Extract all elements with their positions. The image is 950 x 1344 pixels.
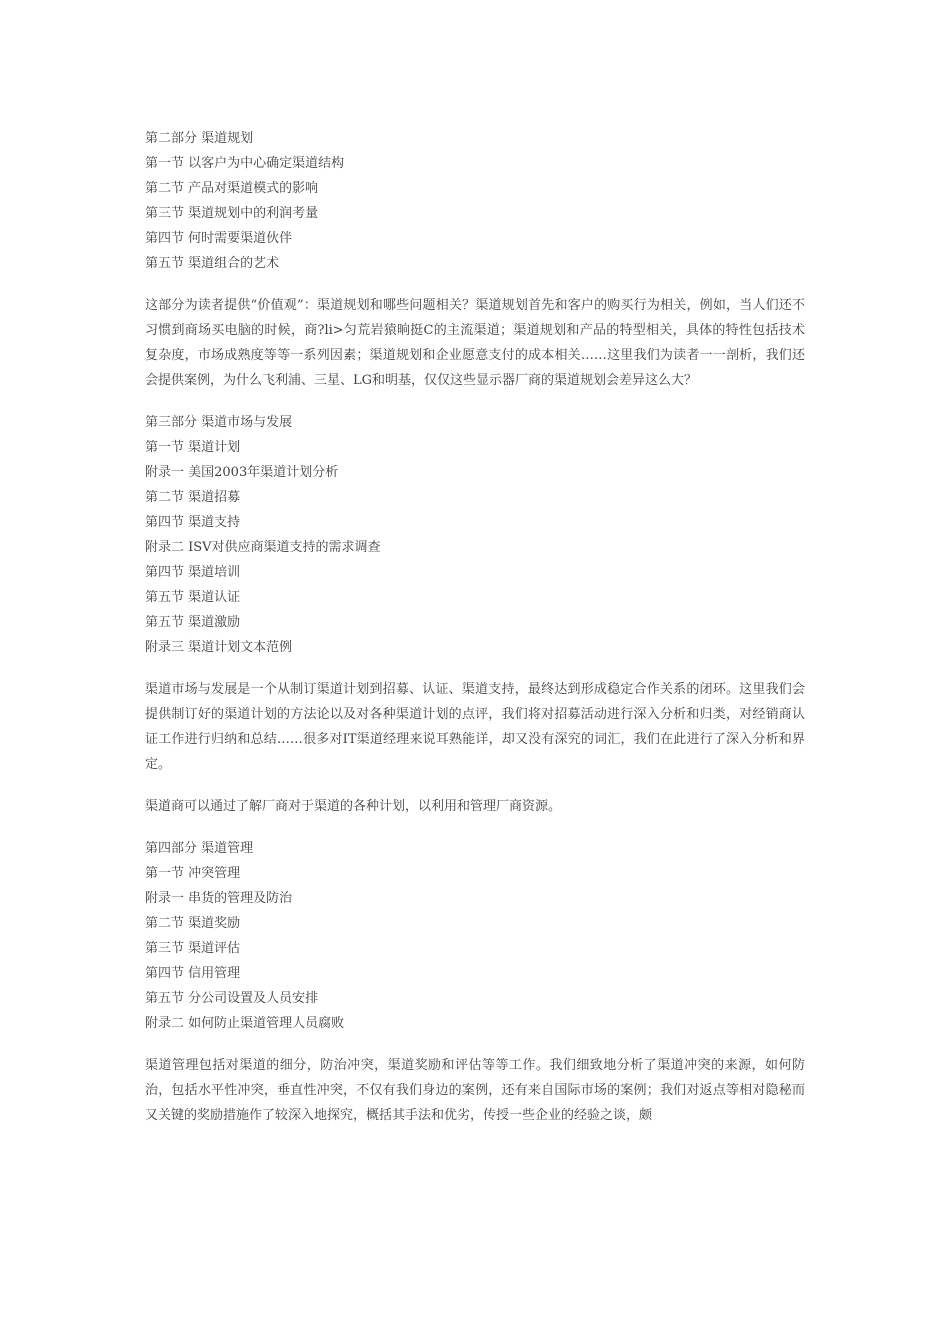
part4-title: 第四部分 渠道管理	[145, 841, 254, 856]
document-content	[145, 126, 805, 1128]
part4-item-3: 第二节 渠道奖励	[145, 916, 241, 931]
part2-item-4: 第四节 何时需要渠道伙伴	[145, 231, 293, 246]
part3-item-4: 第四节 渠道支持	[145, 515, 241, 530]
part4-item-1: 第一节 冲突管理	[145, 866, 241, 881]
part2-item-3: 第三节 渠道规划中的利润考量	[145, 206, 319, 221]
part3-title: 第三部分 渠道市场与发展	[145, 415, 293, 430]
part2-item-5: 第五节 渠道组合的艺术	[145, 256, 280, 271]
part3-paragraph-1: 渠道市场与发展是一个从制订渠道计划到招募、认证、渠道支持，最终达到形成稳定合作关系的闭环。这里我们会提供制订好的渠道计划的方法论以及对各种渠道计划的点评，我们将对招募活动进行深入分析和归类，对经销商认证工作进行归纳和总结……很多对IT渠道经理来说耳熟能详，却又没有深究的词汇，我们在此进行了深入分析和界定。	[145, 682, 805, 772]
part3-item-7: 第五节 渠道认证	[145, 590, 241, 605]
part3-item-2: 附录一 美国2003年渠道计划分析	[145, 465, 339, 480]
part4-item-6: 第五节 分公司设置及人员安排	[145, 991, 319, 1006]
part3-item-8: 第五节 渠道激励	[145, 615, 241, 630]
part2-title: 第二部分 渠道规划	[145, 131, 254, 146]
part3-paragraph-2: 渠道商可以通过了解厂商对于渠道的各种计划，以利用和管理厂商资源。	[145, 799, 562, 814]
part3-item-1: 第一节 渠道计划	[145, 440, 241, 455]
part3-item-3: 第二节 渠道招募	[145, 490, 241, 505]
part4-item-5: 第四节 信用管理	[145, 966, 241, 981]
part4-item-7: 附录二 如何防止渠道管理人员腐败	[145, 1016, 345, 1031]
part3-item-9: 附录三 渠道计划文本范例	[145, 640, 293, 655]
part3-item-5: 附录二 ISV对供应商渠道支持的需求调查	[145, 540, 381, 555]
part2-paragraph: 这部分为读者提供“价值观”：渠道规划和哪些问题相关？渠道规划首先和客户的购买行为相关，例如，当人们还不习惯到商场买电脑的时候，商?li>匀荒岩猿晌挺C的主流渠道；渠道规划和产品的特型相关，具体的特性包括技术复杂度，市场成熟度等等一系列因素；渠道规划和企业愿意支付的成本相关……这里我们为读者一一剖析，我们还会提供案例，为什么飞利浦、三星、LG和明基，仅仅这些显示器厂商的渠道规划会差异这么大？	[145, 298, 805, 388]
part3-item-6: 第四节 渠道培训	[145, 565, 241, 580]
part4-item-2: 附录一 串货的管理及防治	[145, 891, 293, 906]
part2-item-1: 第一节 以客户为中心确定渠道结构	[145, 156, 345, 171]
part4-paragraph: 渠道管理包括对渠道的细分，防治冲突，渠道奖励和评估等等工作。我们细致地分析了渠道冲突的来源，如何防治，包括水平性冲突，垂直性冲突，不仅有我们身边的案例，还有来自国际市场的案例；我们对返点等相对隐秘而又关键的奖励措施作了较深入地探究，概括其手法和优劣，传授一些企业的经验之谈，颇	[145, 1058, 805, 1123]
part4-item-4: 第三节 渠道评估	[145, 941, 241, 956]
part2-item-2: 第二节 产品对渠道模式的影响	[145, 181, 319, 196]
